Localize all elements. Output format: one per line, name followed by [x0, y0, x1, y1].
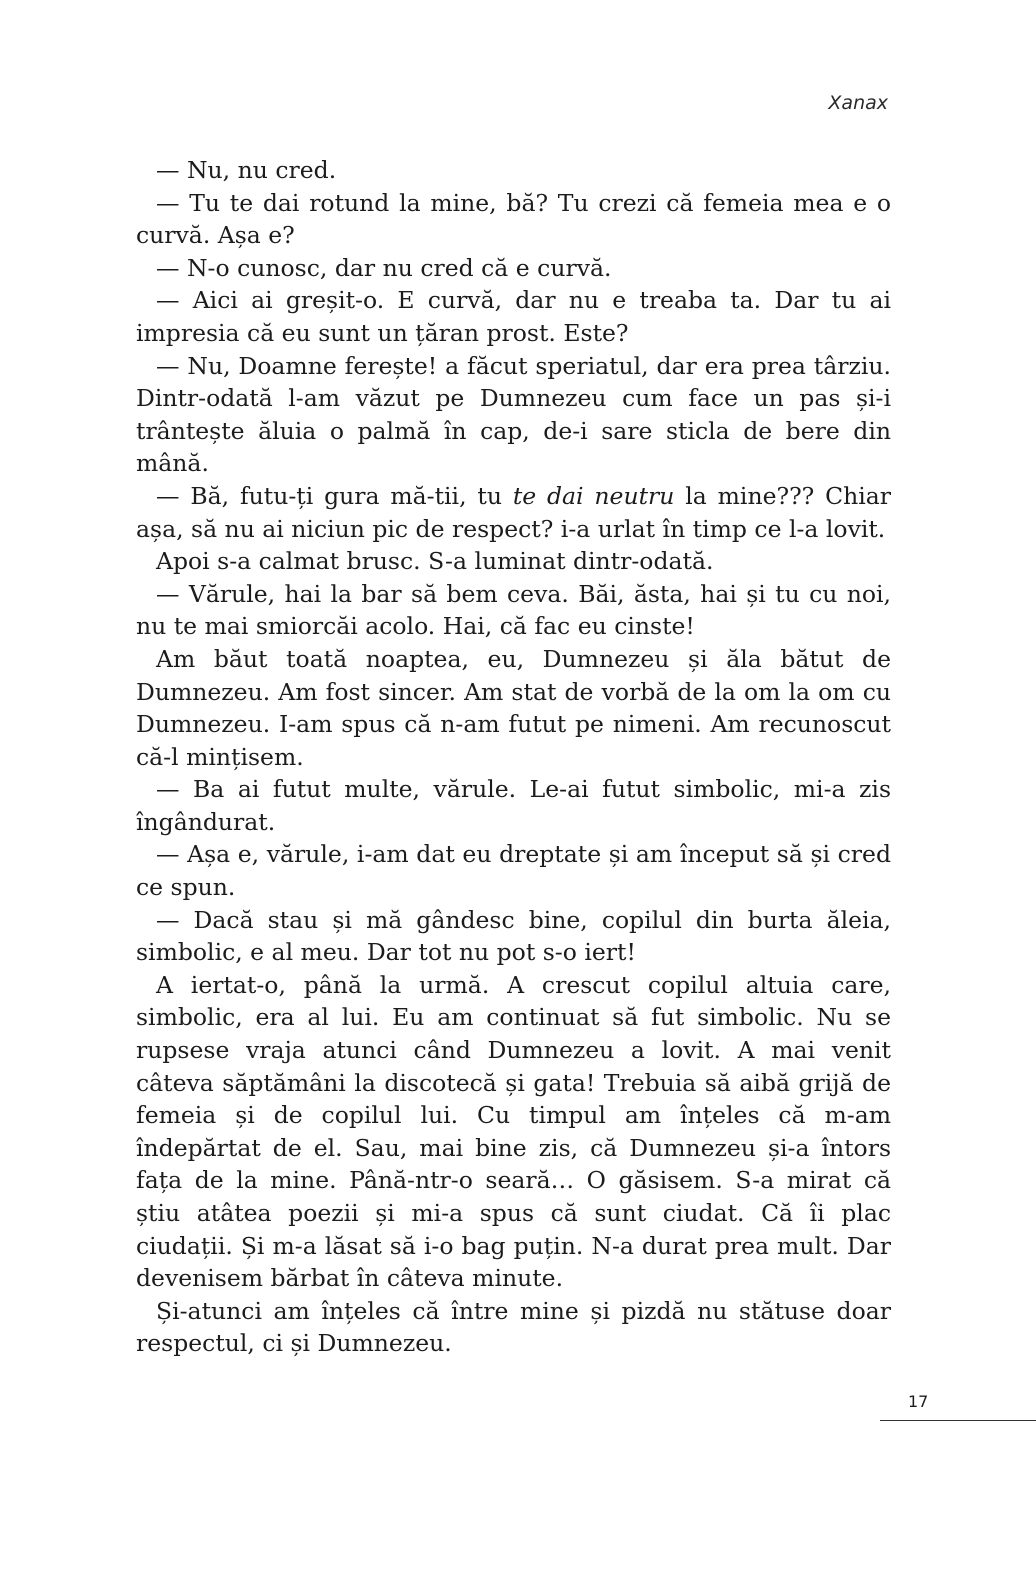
paragraph: Și-atunci am înțeles că între mine și pizdă nu stătuse doar respectul, ci și Dumnezeu. — [136, 1296, 891, 1358]
running-header-title: Xanax — [828, 92, 888, 114]
paragraph: — Aici ai greșit-o. E curvă, dar nu e treaba ta. Dar tu ai impresia că eu sunt un țăran prost. Este? — [136, 286, 891, 347]
paragraph: — Nu, Doamne ferește! a făcut speriatul, dar era prea târziu. Dintr-odată l-am văzut pe Dumnezeu cum face un pas și-i trântește ăluia o palmă în cap, de-i sare sticla de bere din mână. — [136, 351, 891, 478]
paragraph: — Nu, nu cred. — [156, 156, 337, 184]
paragraph: — Așa e, vărule, i-am dat eu dreptate și am început să și cred ce spun. — [136, 840, 891, 902]
body-text — [136, 154, 891, 1360]
paragraph: — Vărule, hai la bar să bem ceva. Băi, ăsta, hai și tu cu noi, nu te mai smiorcăi acolo. Hai, că fac eu cinste! — [136, 579, 891, 641]
paragraph: — N-o cunosc, dar nu cred că e curvă. — [156, 253, 612, 282]
paragraph: A iertat-o, până la urmă. A crescut copilul altuia care, simbolic, era al lui. Eu am continuat să fut simbolic. Nu se rupsese vraja atunci când Dumnezeu a lovit. A mai venit câteva săptămâni la discotecă și gata! Trebuia să aibă grijă de femeia și de copilul lui. Cu timpul am înțeles că m-am îndepărtat de el. Sau, mai bine zis, că Dumnezeu și-a întors fața de la mine. Până-ntr-o seară… O găsisem. S-a mirat că știu atâtea poezii și mi-a spus că sunt ciudat. Că îi plac ciudații. Și m-a lăsat să i-o bag puțin. N-a durat prea mult. Dar devenisem bărbat în câteva minute. — [136, 970, 891, 1293]
footer-rule — [880, 1420, 1036, 1421]
paragraph: — Tu te dai rotund la mine, bă? Tu crezi că femeia mea e o curvă. Așa e? — [136, 188, 891, 250]
page-number: 17 — [908, 1392, 929, 1411]
paragraph: Am băut toată noaptea, eu, Dumnezeu și ăla bătut de Dumnezeu. Am fost sincer. Am stat de vorbă de la om la om cu Dumnezeu. I-am spus că n-am futut pe nimeni. Am recunoscut că-l mințisem. — [136, 644, 891, 771]
paragraph-with-italic — [136, 480, 891, 545]
paragraph-part: la mine??? Chiar așa, să nu ai niciun pic de respect? i-a urlat în timp ce l-a lovit. — [136, 481, 891, 543]
paragraph: — Ba ai futut multe, vărule. Le-ai futut simbolic, mi-a zis îngândurat. — [136, 775, 891, 836]
paragraph-part: — Bă, futu-ți gura mă-tii, tu — [156, 481, 513, 510]
paragraph: — Dacă stau și mă gândesc bine, copilul din burta ăleia, simbolic, e al meu. Dar tot nu pot s-o iert! — [136, 905, 891, 967]
italic-phrase: te dai neutru — [512, 481, 675, 510]
paragraph: Apoi s-a calmat brusc. S-a luminat dintr-odată. — [156, 547, 714, 576]
